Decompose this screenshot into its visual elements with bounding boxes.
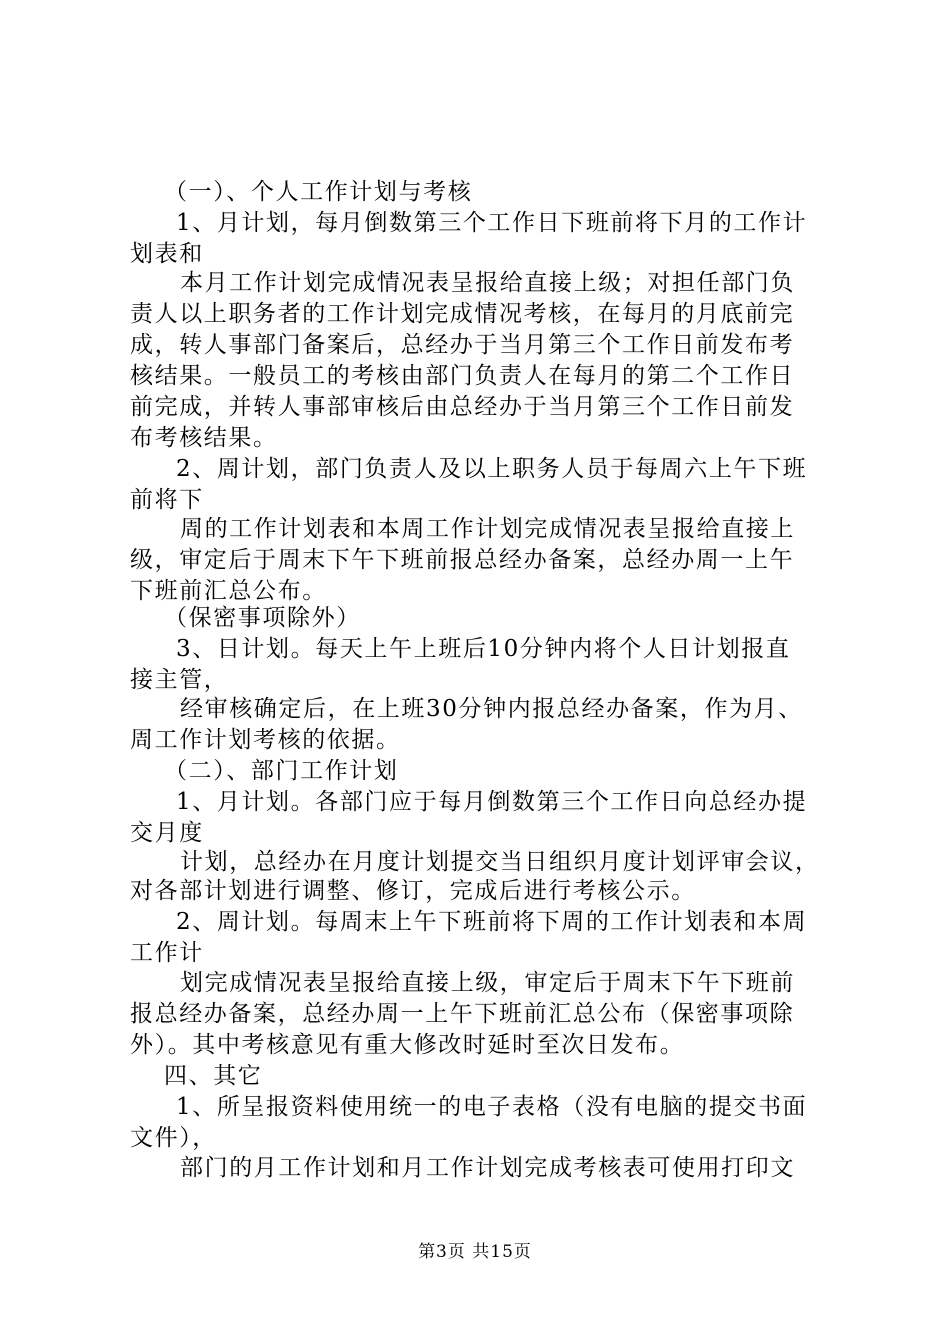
paragraph-line: 2、周计划。每周末上午下班前将下周的工作计划表和本周 [176, 909, 808, 935]
paragraph-line: 周工作计划考核的依据。 [130, 727, 401, 753]
paragraph-line: 2、周计划，部门负责人及以上职务人员于每周六上午下班 [176, 456, 808, 482]
paragraph-line: 成，转人事部门备案后，总经办于当月第三个工作日前发布考 [130, 332, 795, 358]
paragraph-line: 1、月计划。各部门应于每月倒数第三个工作日向总经办提 [176, 789, 808, 815]
paragraph-line: 前将下 [130, 487, 204, 513]
paragraph-line: 划表和 [130, 241, 204, 267]
paragraph-line: 前完成，并转人事部审核后由总经办于当月第三个工作日前发 [130, 394, 795, 420]
section-heading-department-plan: （二）、部门工作计划 [164, 758, 399, 784]
paragraph-line: 级，审定后于周末下午下班前报总经办备案，总经办周一上午 [130, 547, 795, 573]
paragraph-line: 1、月计划，每月倒数第三个工作日下班前将下月的工作计 [176, 210, 808, 236]
paragraph-line: 工作计 [130, 940, 204, 966]
paragraph-line: 责人以上职务者的工作计划完成情况考核，在每月的月底前完 [130, 301, 795, 327]
section-heading-personal-plan: （一）、个人工作计划与考核 [164, 179, 473, 205]
paragraph-line: 本月工作计划完成情况表呈报给直接上级；对担任部门负 [180, 270, 795, 296]
paragraph-line: 对各部计划进行调整、修订，完成后进行考核公示。 [130, 878, 696, 904]
paragraph-line: 划完成情况表呈报给直接上级，审定后于周末下午下班前 [180, 970, 795, 996]
paragraph-line: 周的工作计划表和本周工作计划完成情况表呈报给直接上 [180, 516, 795, 542]
page-number-footer: 第3页 共15页 [418, 1242, 532, 1262]
paragraph-line: （保密事项除外） [164, 605, 361, 631]
paragraph-line: 接主管， [130, 667, 229, 693]
paragraph-line: 布考核结果。 [130, 425, 278, 451]
paragraph-line: 下班前汇总公布。 [130, 578, 327, 604]
paragraph-line: 外）。其中考核意见有重大修改时延时至次日发布。 [130, 1032, 685, 1058]
paragraph-line: 文件）， [130, 1125, 217, 1151]
paragraph-line: 交月度 [130, 820, 204, 846]
paragraph-line: 核结果。一般员工的考核由部门负责人在每月的第二个工作日 [130, 363, 795, 389]
paragraph-line: 报总经办备案，总经办周一上午下班前汇总公布（保密事项除 [130, 1001, 795, 1027]
paragraph-line: 部门的月工作计划和月工作计划完成考核表可使用打印文 [180, 1155, 795, 1181]
paragraph-line: 计划，总经办在月度计划提交当日组织月度计划评审会议， [180, 849, 820, 875]
paragraph-line: 3、日计划。每天上午上班后10分钟内将个人日计划报直 [176, 636, 791, 662]
paragraph-line: 经审核确定后，在上班30分钟内报总经办备案，作为月、 [180, 696, 803, 722]
paragraph-line: 1、所呈报资料使用统一的电子表格（没有电脑的提交书面 [176, 1094, 808, 1120]
section-heading-other: 四、其它 [164, 1063, 263, 1089]
